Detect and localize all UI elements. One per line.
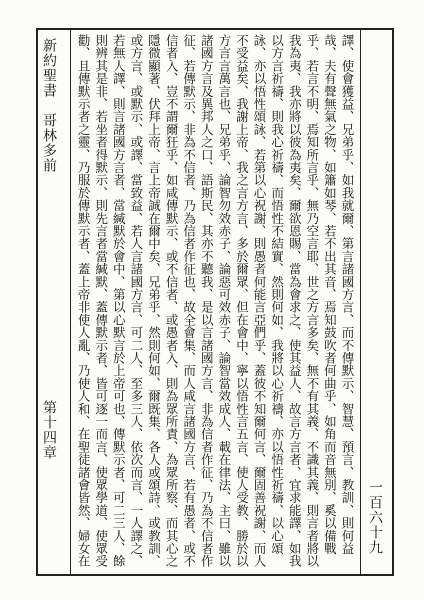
running-title: 新約聖書 哥林多前 bbox=[41, 38, 57, 173]
chapter-label: 第十四章 bbox=[41, 400, 57, 460]
main-text: 譯、使會獲益、兄弟乎、如我就爾、第言諸國方言、而不傳默示、智慧、預言、教訓、則何益哉、夫有聲無氣之物、如簫如琴、若不出其音、焉知鼓吹者何曲乎、如角而音無別、奚以備戰乎、若言不明、焉知所言乎、無乃空言耶、世之方言多矣、無不有其義、不識其義、則言者將以我為夷、我亦將以彼為夷矣、爾欲恩賜、當為會求之、使其益人、故言方言者、宜求能譯、如我以方言祈禱、則我心祈禱、而悟性不結實、然則何如、我將以心祈禱、亦以悟性祈禱、以心頌詠、亦以悟性頌詠、若第以心祝謝、則愚者何能言亞們乎、蓋彼不知爾何言、爾固善祝謝、而人不受益矣、我謝上帝、我之言方言、多於爾眾、但在會中、寧以悟性言五言、使人受教、勝於以方言言萬言也、兄弟乎、論智勿效赤子、論惡可效赤子、論智當效成人、載在律法、主曰、雖以諸國方言及異邦人之口、語斯民、其亦不聽我、是以言諸國方言、非為信者作征、乃為不信者作征、若傳默示、非為不信者、乃為信者作征也、故全會集、而人咸言諸國方言、若有愚者、或不信者入、豈不謂爾狂乎、如咸傳默示、或不信者、或愚者入、則為眾所責、為眾所察、而其心之隱微顯著、伏拜上帝、言上帝誠在爾中矣、兄弟乎、然則何如、爾既集、各人或頌詩、或教訓、或方言、或默示、或譯、當致益、若人言諸國方言、可二人、至多三人、依次而言、一人譯之、若無人譯、則言諸國方言者、當緘默於會中、第以心默言於上帝可也、傳默示者、可二三人、餘則辨其是非、若坐者得默示、則先言者當緘默、蓋傳默示者、皆可逐一而言、使眾學道、使眾受勸、且傳默示者之靈、乃服於傳默示者、蓋上帝非使人亂、乃使人和、在聖徒諸會皆然、婦女在 bbox=[76, 34, 355, 568]
page-number-divider bbox=[360, 28, 361, 576]
page-number: 一百六十九 bbox=[367, 480, 383, 555]
margin-divider bbox=[70, 28, 71, 576]
